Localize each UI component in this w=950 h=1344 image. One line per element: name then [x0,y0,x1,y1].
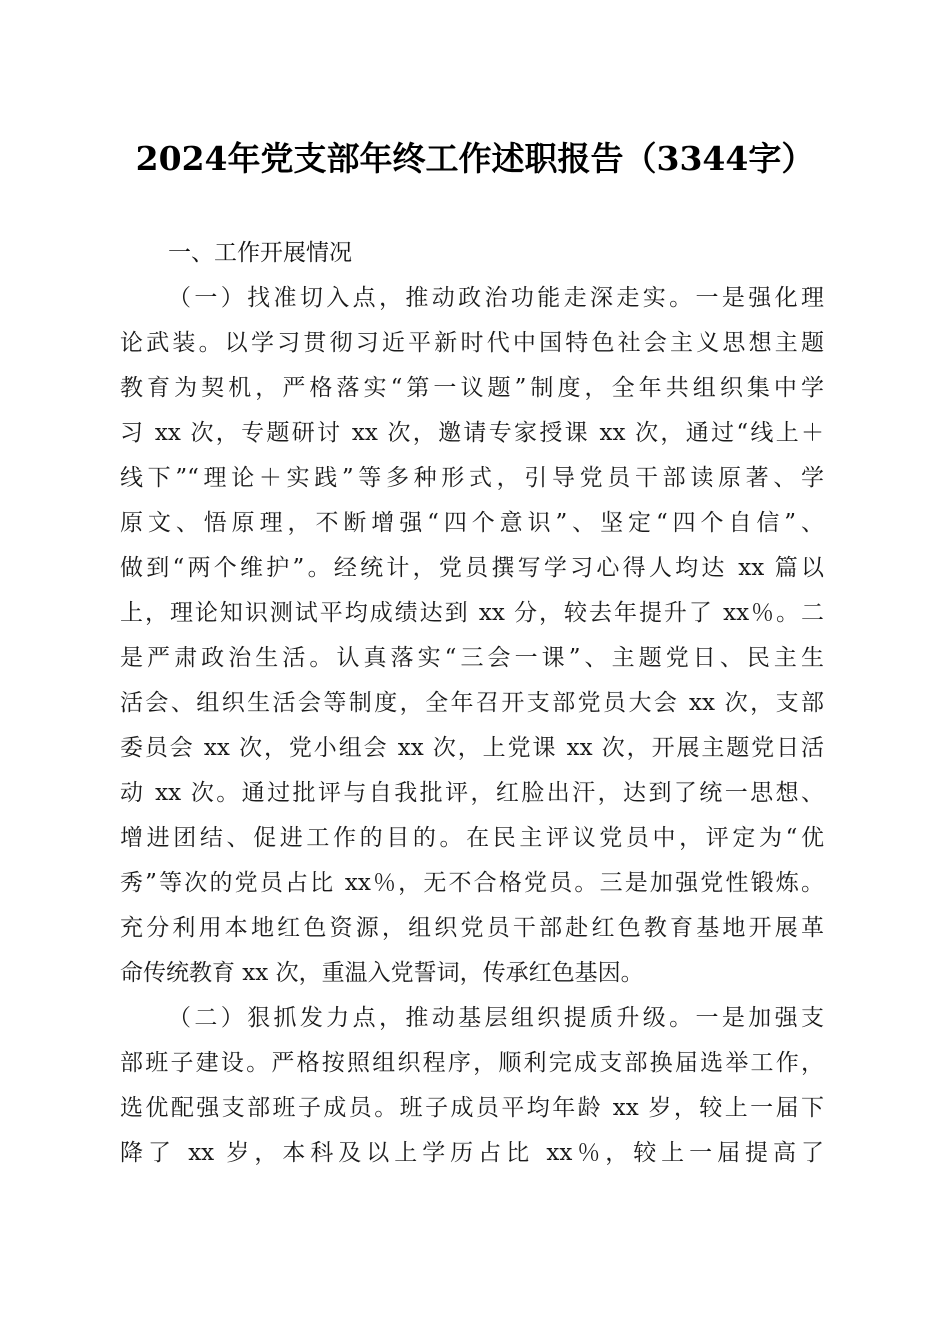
paragraph-line: 部班子建设。严格按照组织程序，顺利完成支部换届选举工作， [120,1050,824,1076]
paragraph-line: 是严肃政治生活。认真落实“三会一课”、主题党日、民主生 [120,645,824,671]
paragraph-line: 秀”等次的党员占比 xx％，无不合格党员。三是加强党性锻炼。 [120,870,824,896]
paragraph-line: 动 xx 次。通过批评与自我批评，红脸出汗，达到了统一思想、 [120,780,824,806]
paragraph-line: （二）狠抓发力点，推动基层组织提质升级。一是加强支 [168,1005,824,1031]
paragraph-line: （一）找准切入点，推动政治功能走深走实。一是强化理 [168,285,824,311]
paragraph-line: 命传统教育 xx 次，重温入党誓词，传承红色基因。 [120,960,644,986]
section-heading: 一、工作开展情况 [168,240,352,266]
paragraph-line: 降了 xx 岁，本科及以上学历占比 xx％，较上一届提高了 [120,1140,824,1166]
paragraph-line: 线下”“理论＋实践”等多种形式，引导党员干部读原著、学 [120,465,824,491]
paragraph-line: 委员会 xx 次，党小组会 xx 次，上党课 xx 次，开展主题党日活 [120,735,824,761]
paragraph-line: 增进团结、促进工作的目的。在民主评议党员中，评定为“优 [120,825,824,851]
paragraph-line: 做到“两个维护”。经统计，党员撰写学习心得人均达 xx 篇以 [120,555,824,581]
paragraph-line: 上，理论知识测试平均成绩达到 xx 分，较去年提升了 xx％。二 [120,600,824,626]
paragraph-line: 选优配强支部班子成员。班子成员平均年龄 xx 岁，较上一届下 [120,1095,824,1121]
paragraph-line: 论武装。以学习贯彻习近平新时代中国特色社会主义思想主题 [120,330,824,356]
paragraph-line: 原文、悟原理，不断增强“四个意识”、坚定“四个自信”、 [120,510,824,536]
document-body [120,231,824,1176]
paragraph-line: 活会、组织生活会等制度，全年召开支部党员大会 xx 次，支部 [120,690,824,716]
paragraph-grassroots-organization [120,996,824,1176]
paragraph-line: 充分利用本地红色资源，组织党员干部赴红色教育基地开展革 [120,915,824,941]
document-title: 2024年党支部年终工作述职报告（3344字） [135,139,815,178]
paragraph-line: 习 xx 次，专题研讨 xx 次，邀请专家授课 xx 次，通过“线上＋ [120,420,824,446]
paragraph-political-function [120,276,824,996]
paragraph-line: 教育为契机，严格落实“第一议题”制度，全年共组织集中学 [120,375,824,401]
